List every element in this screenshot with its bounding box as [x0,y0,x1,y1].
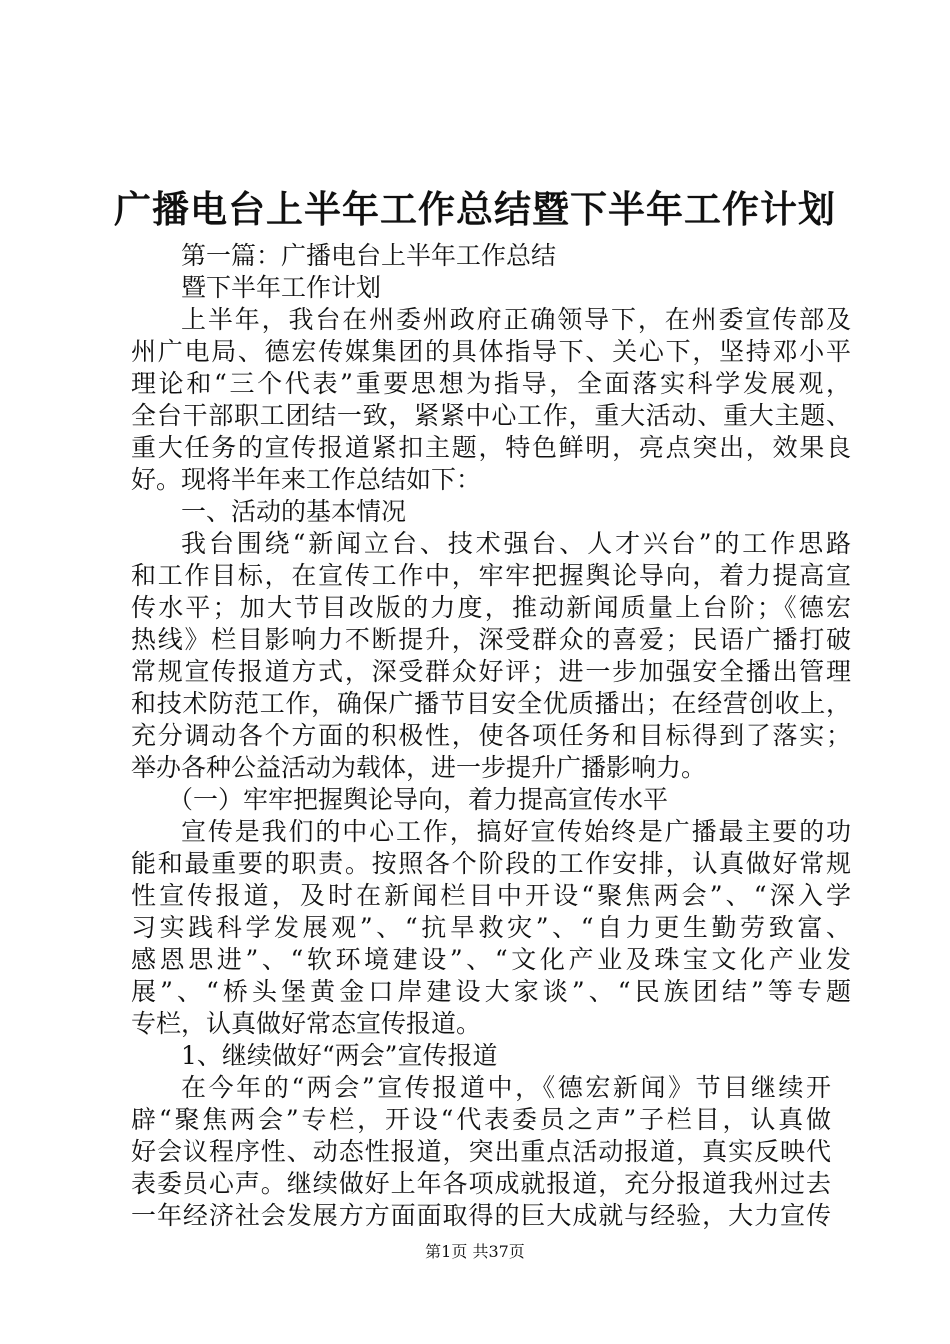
paragraph-line: 传水平；加大节目改版的力度，推动新闻质量上台阶；《德宏 [131,593,851,622]
paragraph-line: 上半年，我台在州委州政府正确领导下，在州委宣传部及 [181,305,851,334]
paragraph-line: 感恩思进”、“软环境建设”、“文化产业及珠宝文化产业发 [131,945,851,974]
paragraph-line: 和工作目标，在宣传工作中，牢牢把握舆论导向，着力提高宣 [131,561,851,590]
paragraph-line: 理论和“三个代表”重要思想为指导，全面落实科学发展观， [131,369,851,398]
paragraph-line: 性宣传报道，及时在新闻栏目中开设“聚焦两会”、“深入学 [131,881,851,910]
page-number-footer: 第1页 共37页 [425,1242,525,1261]
subsection-heading: （一）牢牢把握舆论导向，着力提高宣传水平 [168,785,669,814]
paragraph-line: 全台干部职工团结一致，紧紧中心工作，重大活动、重大主题、 [131,401,851,430]
section-heading: 一、活动的基本情况 [181,497,407,526]
section-heading: 第一篇：广播电台上半年工作总结 [181,241,557,270]
paragraph-line: 我台围绕“新闻立台、技术强台、人才兴台”的工作思路 [181,529,851,558]
paragraph-line: 充分调动各个方面的积极性，使各项任务和目标得到了落实； [131,721,851,750]
paragraph-line: 举办各种公益活动为载体，进一步提升广播影响力。 [131,753,707,782]
paragraph-line: 和技术防范工作，确保广播节目安全优质播出；在经营创收上， [131,689,851,718]
paragraph-line: 好。现将半年来工作总结如下： [131,465,482,494]
paragraph-line: 州广电局、德宏传媒集团的具体指导下、关心下，坚持邓小平 [131,337,851,366]
paragraph-line: 常规宣传报道方式，深受群众好评；进一步加强安全播出管理 [131,657,851,686]
paragraph-line: 重大任务的宣传报道紧扣主题，特色鲜明，亮点突出，效果良 [131,433,851,462]
paragraph-line: 宣传是我们的中心工作，搞好宣传始终是广播最主要的功 [181,817,851,846]
document-title: 广播电台上半年工作总结暨下半年工作计划 [114,187,836,231]
paragraph-line: 表委员心声。继续做好上年各项成就报道，充分报道我州过去 [131,1169,831,1198]
paragraph-line: 专栏，认真做好常态宣传报道。 [131,1009,482,1038]
paragraph-line: 在今年的“两会”宣传报道中，《德宏新闻》节目继续开 [181,1073,831,1102]
section-heading: 暨下半年工作计划 [181,273,382,302]
paragraph-line: 习实践科学发展观”、“抗旱救灾”、“自力更生勤劳致富、 [131,913,851,942]
paragraph-line: 能和最重要的职责。按照各个阶段的工作安排，认真做好常规 [131,849,851,878]
paragraph-line: 一年经济社会发展方方面面取得的巨大成就与经验，大力宣传 [131,1201,831,1230]
paragraph-line: 展”、“桥头堡黄金口岸建设大家谈”、“民族团结”等专题 [131,977,851,1006]
paragraph-line: 好会议程序性、动态性报道，突出重点活动报道，真实反映代 [131,1137,831,1166]
subsection-heading: 1、继续做好“两会”宣传报道 [181,1041,498,1070]
paragraph-line: 热线》栏目影响力不断提升，深受群众的喜爱；民语广播打破 [131,625,851,654]
paragraph-line: 辟“聚焦两会”专栏，开设“代表委员之声”子栏目，认真做 [131,1105,831,1134]
